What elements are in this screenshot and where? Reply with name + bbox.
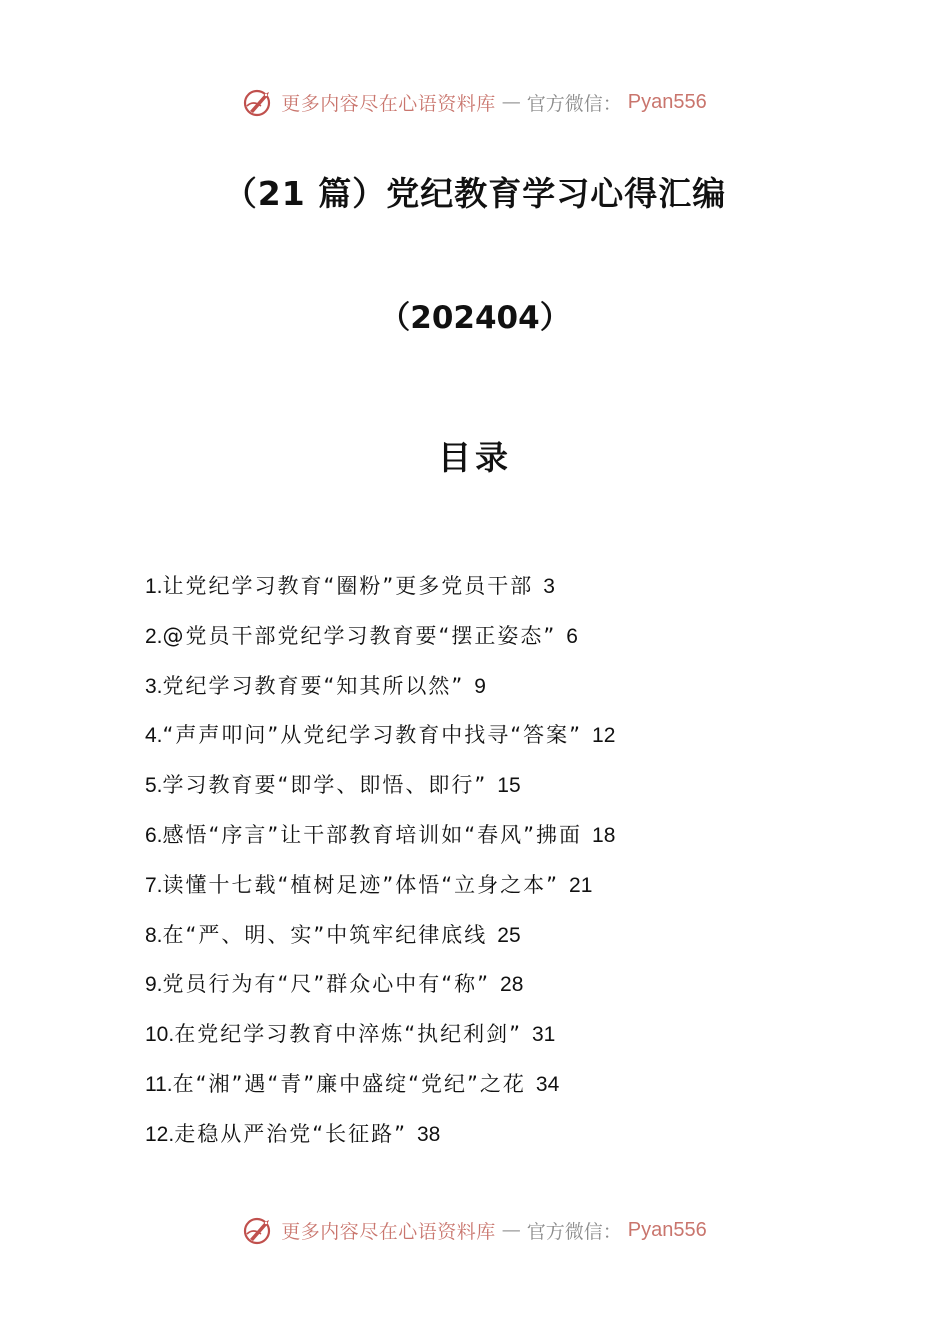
- toc-item-title: 读懂十七载“植树足迹”体悟“立身之本”: [162, 872, 560, 897]
- toc-item: [145, 1060, 845, 1110]
- toc-item-number: 11.: [145, 1072, 173, 1096]
- toc-item-page: 9: [474, 674, 486, 698]
- toc-item-title: 党纪学习教育要“知其所以然”: [162, 673, 465, 698]
- toc-item: [145, 662, 845, 712]
- toc-item-number: 1.: [145, 575, 163, 598]
- toc-item-page: 3: [543, 575, 555, 598]
- toc-item-title: 让党纪学习教育“圈粉”更多党员干部: [162, 574, 534, 598]
- banner-content: [243, 86, 707, 118]
- pen-nib-circle-icon: [243, 1214, 275, 1246]
- toc-item-title: 学习教育要“即学、即悟、即行”: [162, 773, 488, 798]
- toc-item-title: @党员干部党纪学习教育要“摆正姿态”: [162, 623, 557, 648]
- toc-item-number: 6.: [145, 823, 163, 847]
- toc-item-number: 7.: [145, 873, 163, 897]
- toc-item: [145, 711, 845, 761]
- banner-separator: —: [501, 1219, 521, 1241]
- banner-wechat-id: Pyan556: [627, 90, 707, 113]
- toc-item-title: 走稳从严治党“长征路”: [174, 1121, 407, 1146]
- toc-item-number: 10.: [145, 1023, 175, 1047]
- banner-wechat-label: 官方微信：: [526, 92, 622, 115]
- toc-item-number: 2.: [145, 624, 163, 648]
- toc-heading: 目录: [438, 438, 512, 477]
- toc-item-number: 3.: [145, 674, 163, 698]
- toc-item-page: 34: [535, 1072, 560, 1096]
- document-subtitle: （202404）: [379, 300, 571, 336]
- pen-nib-circle-icon: [243, 86, 275, 118]
- toc-item-page: 15: [497, 774, 521, 798]
- toc-item: [145, 1110, 845, 1160]
- footer-banner: [0, 1210, 950, 1250]
- toc-item-page: 21: [569, 873, 593, 897]
- toc-item-page: 38: [416, 1122, 441, 1146]
- banner-text: 更多内容尽在心语资料库: [281, 1220, 496, 1243]
- toc-item: [145, 562, 845, 612]
- toc-item-page: 31: [531, 1023, 556, 1047]
- toc-item-number: 8.: [145, 923, 163, 947]
- banner-separator: —: [501, 91, 521, 113]
- toc-item: [145, 861, 845, 911]
- toc-item-title: 在党纪学习教育中淬炼“执纪利剑”: [174, 1022, 522, 1047]
- banner-content: [243, 1214, 707, 1246]
- toc-item-title: 在“严、明、实”中筑牢纪律底线: [162, 922, 488, 947]
- toc-item: [145, 911, 845, 961]
- toc-item: [145, 960, 845, 1010]
- document-title: （21 篇）党纪教育学习心得汇编: [223, 174, 727, 213]
- toc-item-number: 4.: [145, 724, 163, 748]
- banner-wechat-id: Pyan556: [627, 1218, 707, 1241]
- banner-wechat-label: 官方微信：: [526, 1220, 622, 1243]
- toc-item: [145, 811, 845, 861]
- header-banner: [0, 82, 950, 122]
- toc-item-number: 12.: [145, 1122, 175, 1146]
- banner-text: 更多内容尽在心语资料库: [281, 92, 496, 115]
- toc-item-title: 党员行为有“尺”群众心中有“称”: [162, 972, 491, 997]
- toc-item-page: 12: [592, 724, 616, 748]
- toc-item-page: 6: [566, 624, 578, 648]
- toc-item: [145, 761, 845, 811]
- toc-item-title: 感悟“序言”让干部教育培训如“春风”拂面: [162, 822, 583, 847]
- toc-item-page: 25: [497, 923, 521, 947]
- toc-item: [145, 612, 845, 662]
- table-of-contents: [145, 562, 845, 1160]
- toc-item-title: 在“湘”遇“青”廉中盛绽“党纪”之花: [172, 1071, 526, 1096]
- toc-item-page: 28: [500, 973, 524, 997]
- toc-item-number: 5.: [145, 774, 163, 798]
- toc-item-title: “声声叩问”从党纪学习教育中找寻“答案”: [162, 723, 583, 748]
- toc-item-number: 9.: [145, 973, 163, 997]
- toc-item: [145, 1010, 845, 1060]
- toc-item-page: 18: [592, 823, 616, 847]
